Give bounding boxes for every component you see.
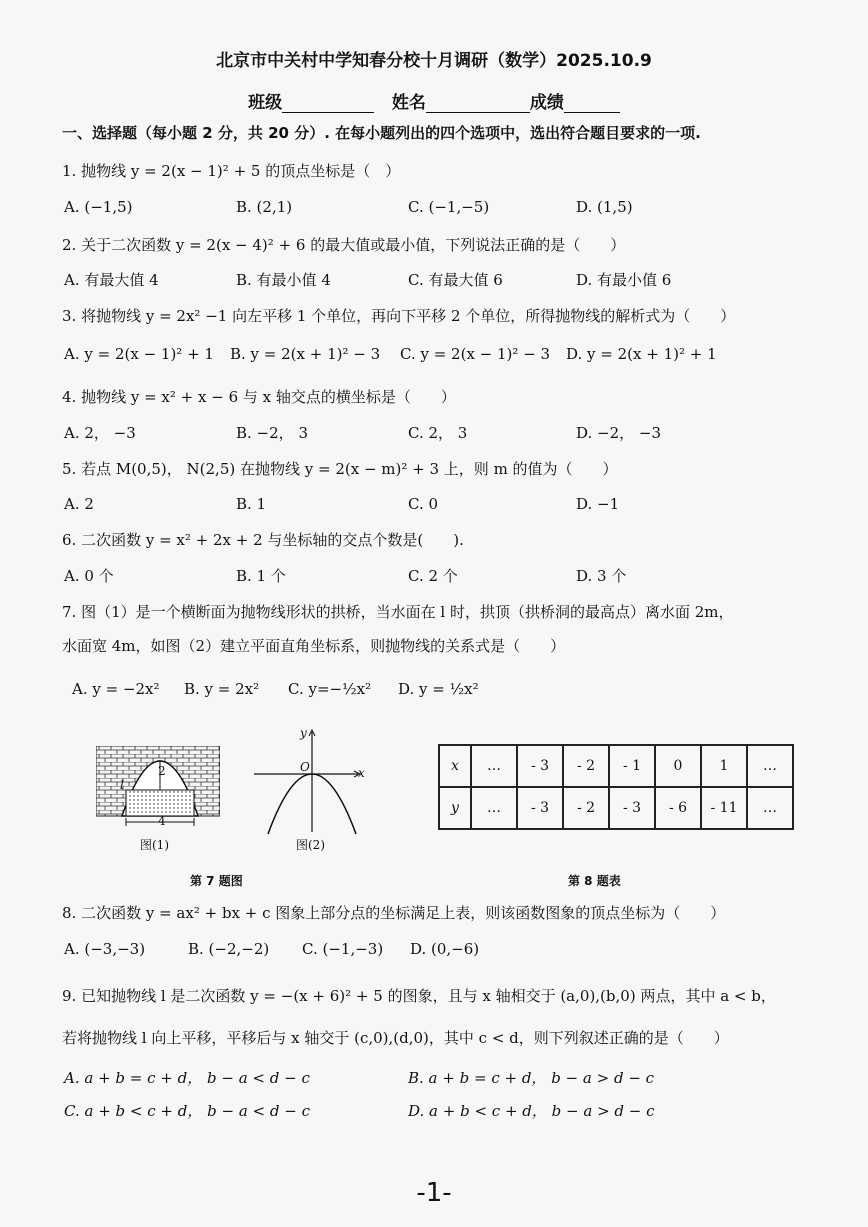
score-label: 成绩 bbox=[529, 93, 564, 113]
question-1-stem: 1. 抛物线 y = 2(x − 1)² + 5 的顶点坐标是（ ） bbox=[62, 162, 401, 180]
q3-option-d[interactable]: D. y = 2(x + 1)² + 1 bbox=[566, 345, 717, 363]
q9-option-b[interactable]: B. a + b = c + d， b − a > d − c bbox=[408, 1069, 655, 1087]
table-cell: - 3 bbox=[517, 787, 563, 829]
q9-option-a[interactable]: A. a + b = c + d， b − a < d − c bbox=[64, 1069, 310, 1087]
q2-option-a[interactable]: A. 有最大值 4 bbox=[64, 271, 159, 289]
q4-option-b[interactable]: B. −2， 3 bbox=[236, 424, 308, 442]
q6-option-c[interactable]: C. 2 个 bbox=[408, 567, 458, 585]
arch-width-label: 4 bbox=[158, 814, 166, 828]
q9-option-d[interactable]: D. a + b < c + d， b − a > d − c bbox=[408, 1102, 655, 1120]
q3-option-b[interactable]: B. y = 2(x + 1)² − 3 bbox=[230, 345, 381, 363]
question-2-stem: 2. 关于二次函数 y = 2(x − 4)² + 6 的最大值或最小值，下列说法正确的是（ ） bbox=[62, 236, 626, 254]
q1-option-d[interactable]: D. (1,5) bbox=[576, 198, 633, 216]
table-cell: - 1 bbox=[609, 745, 655, 787]
figure-7-caption: 第 7 题图 bbox=[190, 874, 243, 888]
q2-option-b[interactable]: B. 有最小值 4 bbox=[236, 271, 331, 289]
class-blank[interactable] bbox=[282, 94, 374, 113]
q8-option-c[interactable]: C. (−1,−3) bbox=[302, 940, 384, 958]
q8-option-d[interactable]: D. (0,−6) bbox=[410, 940, 480, 958]
question-5-stem: 5. 若点 M(0,5)， N(2,5) 在抛物线 y = 2(x − m)² + 3 上，则 m 的值为（ ） bbox=[62, 460, 618, 478]
q5-option-b[interactable]: B. 1 bbox=[236, 495, 267, 513]
q4-option-a[interactable]: A. 2， −3 bbox=[64, 424, 136, 442]
q8-option-a[interactable]: A. (−3,−3) bbox=[64, 940, 146, 958]
question-9-stem: 9. 已知抛物线 l 是二次函数 y = −(x + 6)² + 5 的图象，且与 x 轴相交于 (a,0),(b,0) 两点，其中 a < b， bbox=[62, 987, 776, 1005]
question-7-stem-cont: 水面宽 4m，如图（2）建立平面直角坐标系，则抛物线的关系式是（ ） bbox=[62, 637, 566, 655]
q5-option-c[interactable]: C. 0 bbox=[408, 495, 439, 513]
q4-option-d[interactable]: D. −2， −3 bbox=[576, 424, 662, 442]
table-8-caption: 第 8 题表 bbox=[568, 874, 621, 888]
table-row-y bbox=[439, 787, 793, 829]
q1-option-a[interactable]: A. (−1,5) bbox=[64, 198, 133, 216]
q2-option-d[interactable]: D. 有最小值 6 bbox=[576, 271, 672, 289]
name-label: 姓名 bbox=[391, 93, 426, 113]
q3-option-c[interactable]: C. y = 2(x − 1)² − 3 bbox=[400, 345, 551, 363]
table-cell: - 3 bbox=[517, 745, 563, 787]
q1-option-c[interactable]: C. (−1,−5) bbox=[408, 198, 490, 216]
table-cell: - 11 bbox=[701, 787, 747, 829]
table-cell: - 2 bbox=[563, 787, 609, 829]
table-cell: … bbox=[471, 787, 517, 829]
q1-option-b[interactable]: B. (2,1) bbox=[236, 198, 293, 216]
score-blank[interactable] bbox=[564, 94, 620, 113]
table-row-x bbox=[439, 745, 793, 787]
table-cell: 1 bbox=[701, 745, 747, 787]
table-cell: … bbox=[747, 787, 793, 829]
table-cell: x bbox=[439, 745, 471, 787]
q7-option-b[interactable]: B. y = 2x² bbox=[184, 680, 260, 698]
q7-option-c[interactable]: C. y=−½x² bbox=[288, 680, 372, 698]
q9-option-c[interactable]: C. a + b < c + d， b − a < d − c bbox=[64, 1102, 310, 1120]
table-cell: - 2 bbox=[563, 745, 609, 787]
axis-x-label: x bbox=[358, 766, 365, 780]
q8-option-b[interactable]: B. (−2,−2) bbox=[188, 940, 270, 958]
question-3-stem: 3. 将抛物线 y = 2x² −1 向左平移 1 个单位，再向下平移 2 个单位，所得抛物线的解析式为（ ） bbox=[62, 307, 736, 325]
parabola-axes-figure bbox=[250, 728, 366, 836]
q5-option-a[interactable]: A. 2 bbox=[64, 495, 94, 513]
arch-height-label: 2 bbox=[158, 764, 166, 778]
table-cell: y bbox=[439, 787, 471, 829]
table-cell: 0 bbox=[655, 745, 701, 787]
exam-title: 北京市中关村中学知春分校十月调研（数学）2025.10.9 bbox=[216, 51, 652, 71]
question-8-stem: 8. 二次函数 y = ax² + bx + c 图象上部分点的坐标满足上表，则该函数图象的顶点坐标为（ ） bbox=[62, 904, 726, 922]
q3-option-a[interactable]: A. y = 2(x − 1)² + 1 bbox=[64, 345, 214, 363]
question-6-stem: 6. 二次函数 y = x² + 2x + 2 与坐标轴的交点个数是( ). bbox=[62, 531, 464, 549]
section-heading: 一、选择题（每小题 2 分，共 20 分）. 在每小题列出的四个选项中，选出符合题目要求的一项. bbox=[62, 124, 701, 142]
q5-option-d[interactable]: D. −1 bbox=[576, 495, 620, 513]
axis-y-label: y bbox=[300, 726, 307, 740]
question-7-stem: 7. 图（1）是一个横断面为抛物线形状的拱桥，当水面在 l 时，拱顶（拱桥洞的最高点）离水面 2m， bbox=[62, 603, 734, 621]
q4-option-c[interactable]: C. 2， 3 bbox=[408, 424, 468, 442]
table-cell: … bbox=[747, 745, 793, 787]
table-cell: - 6 bbox=[655, 787, 701, 829]
question-8-table bbox=[438, 744, 794, 830]
q7-option-d[interactable]: D. y = ½x² bbox=[398, 680, 479, 698]
fig2-label: 图(2) bbox=[296, 838, 325, 852]
q6-option-a[interactable]: A. 0 个 bbox=[64, 567, 114, 585]
q6-option-b[interactable]: B. 1 个 bbox=[236, 567, 286, 585]
table-cell: … bbox=[471, 745, 517, 787]
table-cell: - 3 bbox=[609, 787, 655, 829]
water-level-label: l bbox=[120, 778, 124, 792]
question-4-stem: 4. 抛物线 y = x² + x − 6 与 x 轴交点的横坐标是（ ） bbox=[62, 388, 456, 406]
q6-option-d[interactable]: D. 3 个 bbox=[576, 567, 627, 585]
question-9-stem-cont: 若将抛物线 l 向上平移，平移后与 x 轴交于 (c,0),(d,0)，其中 c < d，则下列叙述正确的是（ ） bbox=[62, 1029, 729, 1047]
student-info-line bbox=[0, 88, 868, 113]
fig1-label: 图(1) bbox=[140, 838, 169, 852]
class-label: 班级 bbox=[248, 93, 283, 113]
page-number: -1- bbox=[416, 1178, 452, 1208]
q2-option-c[interactable]: C. 有最大值 6 bbox=[408, 271, 503, 289]
q7-option-a[interactable]: A. y = −2x² bbox=[72, 680, 160, 698]
origin-label: O bbox=[300, 760, 310, 774]
name-blank[interactable] bbox=[426, 94, 530, 113]
